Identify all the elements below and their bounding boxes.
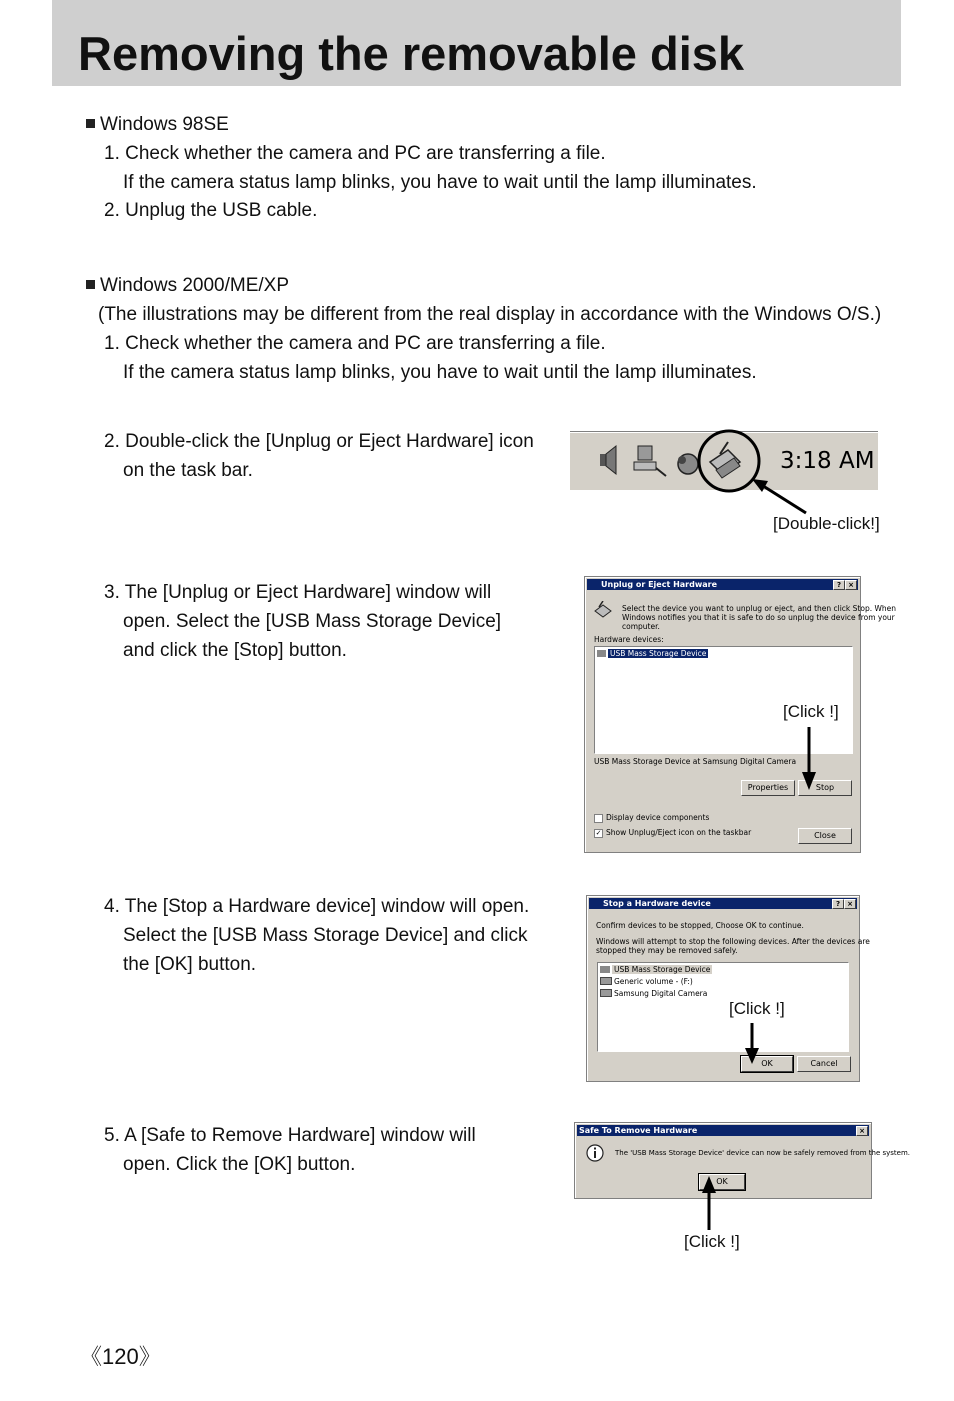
dialog1-help-button[interactable]: ? — [833, 580, 845, 590]
display-components-checkbox[interactable] — [594, 814, 603, 823]
dialog2-titlebar — [589, 898, 857, 909]
click-ok-label: [Click !] — [729, 999, 785, 1018]
properties-button[interactable]: Properties — [741, 780, 795, 796]
camera-icon — [600, 989, 612, 997]
dialog3-title: Safe To Remove Hardware — [579, 1126, 698, 1135]
stop-button[interactable]: Stop — [798, 780, 852, 796]
dialog1-title: Unplug or Eject Hardware — [601, 580, 718, 589]
dialog2-desc-line3: stopped they may be removed safely. — [596, 946, 738, 955]
dialog1-titlebar — [587, 579, 858, 590]
list-item[interactable] — [600, 977, 693, 986]
win2000-step1-note: If the camera status lamp blinks, you have to wait until the lamp illuminates. — [123, 362, 757, 383]
double-click-label: [Double-click!] — [773, 514, 880, 533]
stop-hardware-dialog — [586, 895, 870, 1082]
device-item-usb[interactable]: USB Mass Storage Device — [614, 965, 711, 974]
network-icon — [634, 446, 666, 476]
hardware-devices-list[interactable] — [594, 646, 853, 754]
globe-icon — [678, 454, 698, 474]
dialog2-title: Stop a Hardware device — [603, 899, 711, 908]
display-components-label: Display device components — [606, 813, 710, 822]
device-item-volume[interactable]: Generic volume - (F:) — [614, 977, 693, 986]
drive-icon — [600, 977, 612, 985]
dialog2-desc-line1: Confirm devices to be stopped, Choose OK to continue. — [596, 921, 804, 930]
speaker-icon — [600, 446, 616, 474]
usb-device-icon — [600, 966, 610, 973]
win2000-note: (The illustrations may be different from the real display in accordance with the Windows O/S.) — [98, 304, 882, 325]
usb-device-icon — [597, 650, 606, 657]
win98-step2: 2. Unplug the USB cable. — [104, 200, 318, 221]
dialog1-status-text: USB Mass Storage Device at Samsung Digital Camera — [594, 757, 797, 766]
click-stop-label: [Click !] — [783, 702, 839, 721]
taskbar-tray — [570, 431, 878, 490]
dialog1-desc-line2: Windows notifies you that it is safe to do so unplug the device from your — [622, 613, 895, 622]
win2000-step4-line3: the [OK] button. — [123, 954, 257, 975]
cancel-button[interactable]: Cancel — [797, 1056, 851, 1072]
win2000-step4-line1: 4. The [Stop a Hardware device] window will open. — [104, 896, 530, 917]
dialog2-help-button[interactable]: ? — [832, 899, 844, 909]
show-icon-checkbox[interactable]: ✓ — [595, 829, 602, 837]
usb-mass-storage-item[interactable]: USB Mass Storage Device — [610, 649, 707, 658]
win2000-step5-line2: open. Click the [OK] button. — [123, 1154, 356, 1175]
safe-remove-ok-button[interactable]: OK — [699, 1174, 745, 1190]
dialog3-message: The 'USB Mass Storage Device' device can now be safely removed from the system. — [615, 1149, 911, 1157]
dialog2-desc-line2: Windows will attempt to stop the following devices. After the devices are — [596, 937, 870, 946]
list-item[interactable] — [600, 989, 707, 998]
dialog1-desc-line3: computer. — [622, 622, 660, 631]
win2000-step3-line3: and click the [Stop] button. — [123, 640, 347, 661]
safe-to-remove-dialog — [574, 1122, 911, 1199]
device-item-camera[interactable]: Samsung Digital Camera — [614, 989, 708, 998]
header-bar — [52, 0, 901, 86]
hardware-devices-label: Hardware devices: — [594, 635, 664, 644]
win98-step1: 1. Check whether the camera and PC are transferring a file. — [104, 143, 606, 164]
win2000-step3-line2: open. Select the [USB Mass Storage Device] — [123, 611, 502, 632]
page-title: Removing the removable disk — [78, 27, 745, 80]
win2000-step2-line1: 2. Double-click the [Unplug or Eject Hardware] icon — [104, 431, 534, 452]
eject-hardware-icon — [593, 601, 613, 619]
win2000-step5-line1: 5. A [Safe to Remove Hardware] window will — [104, 1125, 476, 1146]
dialog1-close-btn[interactable]: Close — [798, 828, 852, 844]
info-icon — [585, 1143, 605, 1163]
dialog2-close-button[interactable]: × — [844, 899, 856, 909]
ok-button[interactable]: OK — [741, 1056, 793, 1072]
tray-clock: 3:18 AM — [780, 448, 875, 474]
win2000-step4-line2: Select the [USB Mass Storage Device] and click — [123, 925, 528, 946]
list-item[interactable] — [597, 649, 708, 658]
win98-step1-note: If the camera status lamp blinks, you have to wait until the lamp illuminates. — [123, 172, 757, 193]
win98-heading: Windows 98SE — [86, 110, 229, 139]
dialog1-desc-line1: Select the device you want to unplug or eject, and then click Stop. When — [622, 604, 897, 613]
page-number: 《120》 — [80, 1344, 161, 1369]
devices-to-stop-list[interactable] — [597, 962, 849, 1052]
dialog3-titlebar — [577, 1125, 869, 1136]
click-safe-ok-label: [Click !] — [684, 1232, 740, 1251]
win2000-step2-line2: on the task bar. — [123, 460, 253, 481]
dialog1-close-button[interactable]: × — [845, 580, 857, 590]
win2000-step1: 1. Check whether the camera and PC are transferring a file. — [104, 333, 606, 354]
win2000-step3-line1: 3. The [Unplug or Eject Hardware] window will — [104, 582, 492, 603]
eject-hardware-icon — [710, 442, 740, 478]
win2000-heading: Windows 2000/ME/XP — [86, 271, 289, 300]
list-item[interactable] — [600, 965, 712, 974]
show-icon-label: Show Unplug/Eject icon on the taskbar — [606, 828, 752, 837]
dialog3-close-button[interactable]: × — [856, 1126, 868, 1136]
